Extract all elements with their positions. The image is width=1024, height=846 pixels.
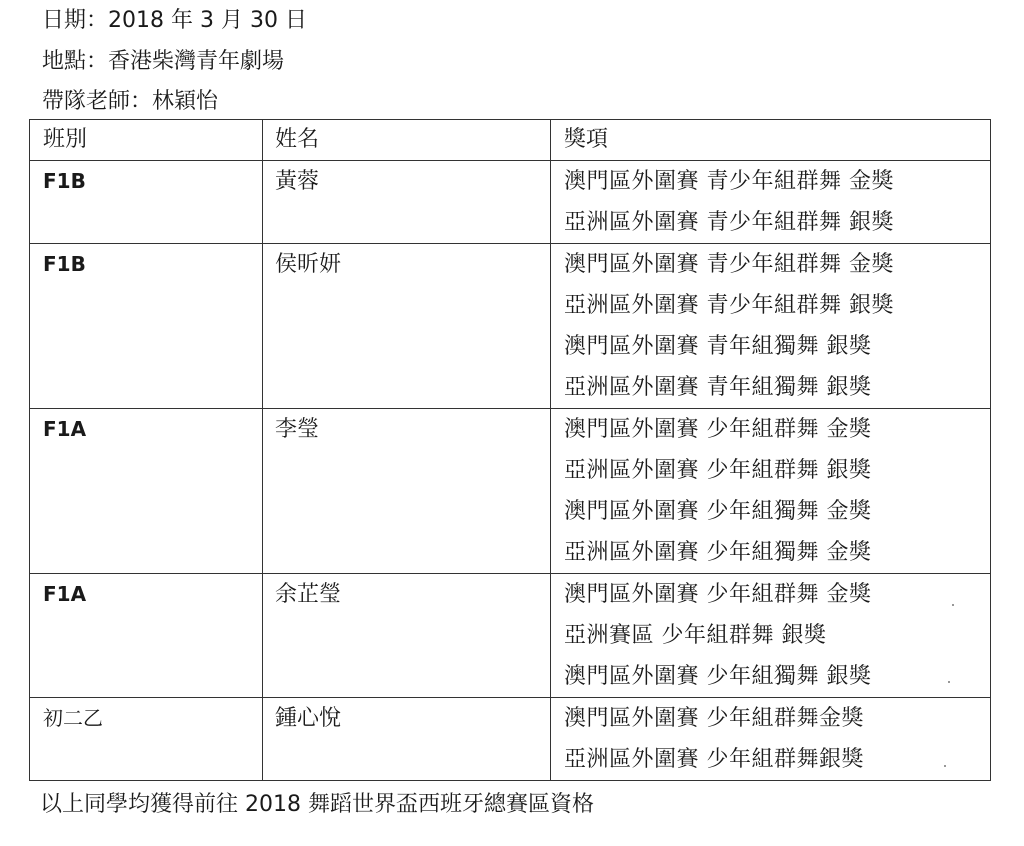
awards-cell: [551, 698, 991, 781]
venue-line: 地點：香港柴灣青年劇場: [42, 49, 285, 74]
footer-note: 以上同學均獲得前往 2018 舞蹈世界盃西班牙總賽區資格: [40, 792, 594, 817]
award-item: 亞洲區外圍賽 少年組群舞銀獎: [564, 747, 864, 772]
table-row: [30, 409, 991, 574]
table-header-row: [30, 120, 991, 161]
award-item: 亞洲區外圍賽 少年組獨舞 金獎: [564, 540, 872, 565]
award-item: 澳門區外圍賽 青年組獨舞 銀獎: [564, 334, 872, 359]
awards-cell: [551, 409, 991, 574]
scan-speck: [952, 604, 954, 606]
award-item: 澳門區外圍賽 青少年組群舞 金獎: [564, 252, 894, 277]
class-cell: F1A: [30, 409, 263, 574]
scan-speck: [944, 765, 946, 767]
award-item: 澳門區外圍賽 少年組群舞 金獎: [564, 417, 872, 442]
column-header-class: 班別: [30, 120, 263, 161]
award-item: 澳門區外圍賽 少年組群舞 金獎: [564, 582, 872, 607]
teacher-line: 帶隊老師：林穎怡: [42, 89, 219, 114]
date-line: 日期：2018 年 3 月 30 日: [42, 8, 307, 33]
class-cell: F1A: [30, 574, 263, 698]
table-row: [30, 244, 991, 409]
awards-cell: [551, 161, 991, 244]
awards-cell: [551, 574, 991, 698]
class-cell: 初二乙: [30, 698, 263, 781]
name-cell: 李瑩: [263, 409, 551, 574]
award-item: 亞洲區外圍賽 青少年組群舞 銀獎: [564, 293, 894, 318]
award-item: 澳門區外圍賽 少年組群舞金獎: [564, 706, 864, 731]
award-item: 亞洲賽區 少年組群舞 銀獎: [564, 623, 827, 648]
name-cell: 侯昕妍: [263, 244, 551, 409]
award-item: 亞洲區外圍賽 青年組獨舞 銀獎: [564, 375, 872, 400]
table-row: [30, 161, 991, 244]
scan-speck: [948, 681, 950, 683]
name-cell: 鍾心悅: [263, 698, 551, 781]
awards-table: [29, 119, 991, 781]
class-cell: F1B: [30, 244, 263, 409]
class-cell: F1B: [30, 161, 263, 244]
award-item: 亞洲區外圍賽 青少年組群舞 銀獎: [564, 210, 894, 235]
column-header-awards: 獎項: [551, 120, 991, 161]
name-cell: 黃蓉: [263, 161, 551, 244]
name-cell: 余芷瑩: [263, 574, 551, 698]
table-row: [30, 574, 991, 698]
award-item: 澳門區外圍賽 少年組獨舞 銀獎: [564, 664, 872, 689]
awards-cell: [551, 244, 991, 409]
award-item: 澳門區外圍賽 青少年組群舞 金獎: [564, 169, 894, 194]
column-header-name: 姓名: [263, 120, 551, 161]
award-item: 亞洲區外圍賽 少年組群舞 銀獎: [564, 458, 872, 483]
table-row: [30, 698, 991, 781]
award-item: 澳門區外圍賽 少年組獨舞 金獎: [564, 499, 872, 524]
